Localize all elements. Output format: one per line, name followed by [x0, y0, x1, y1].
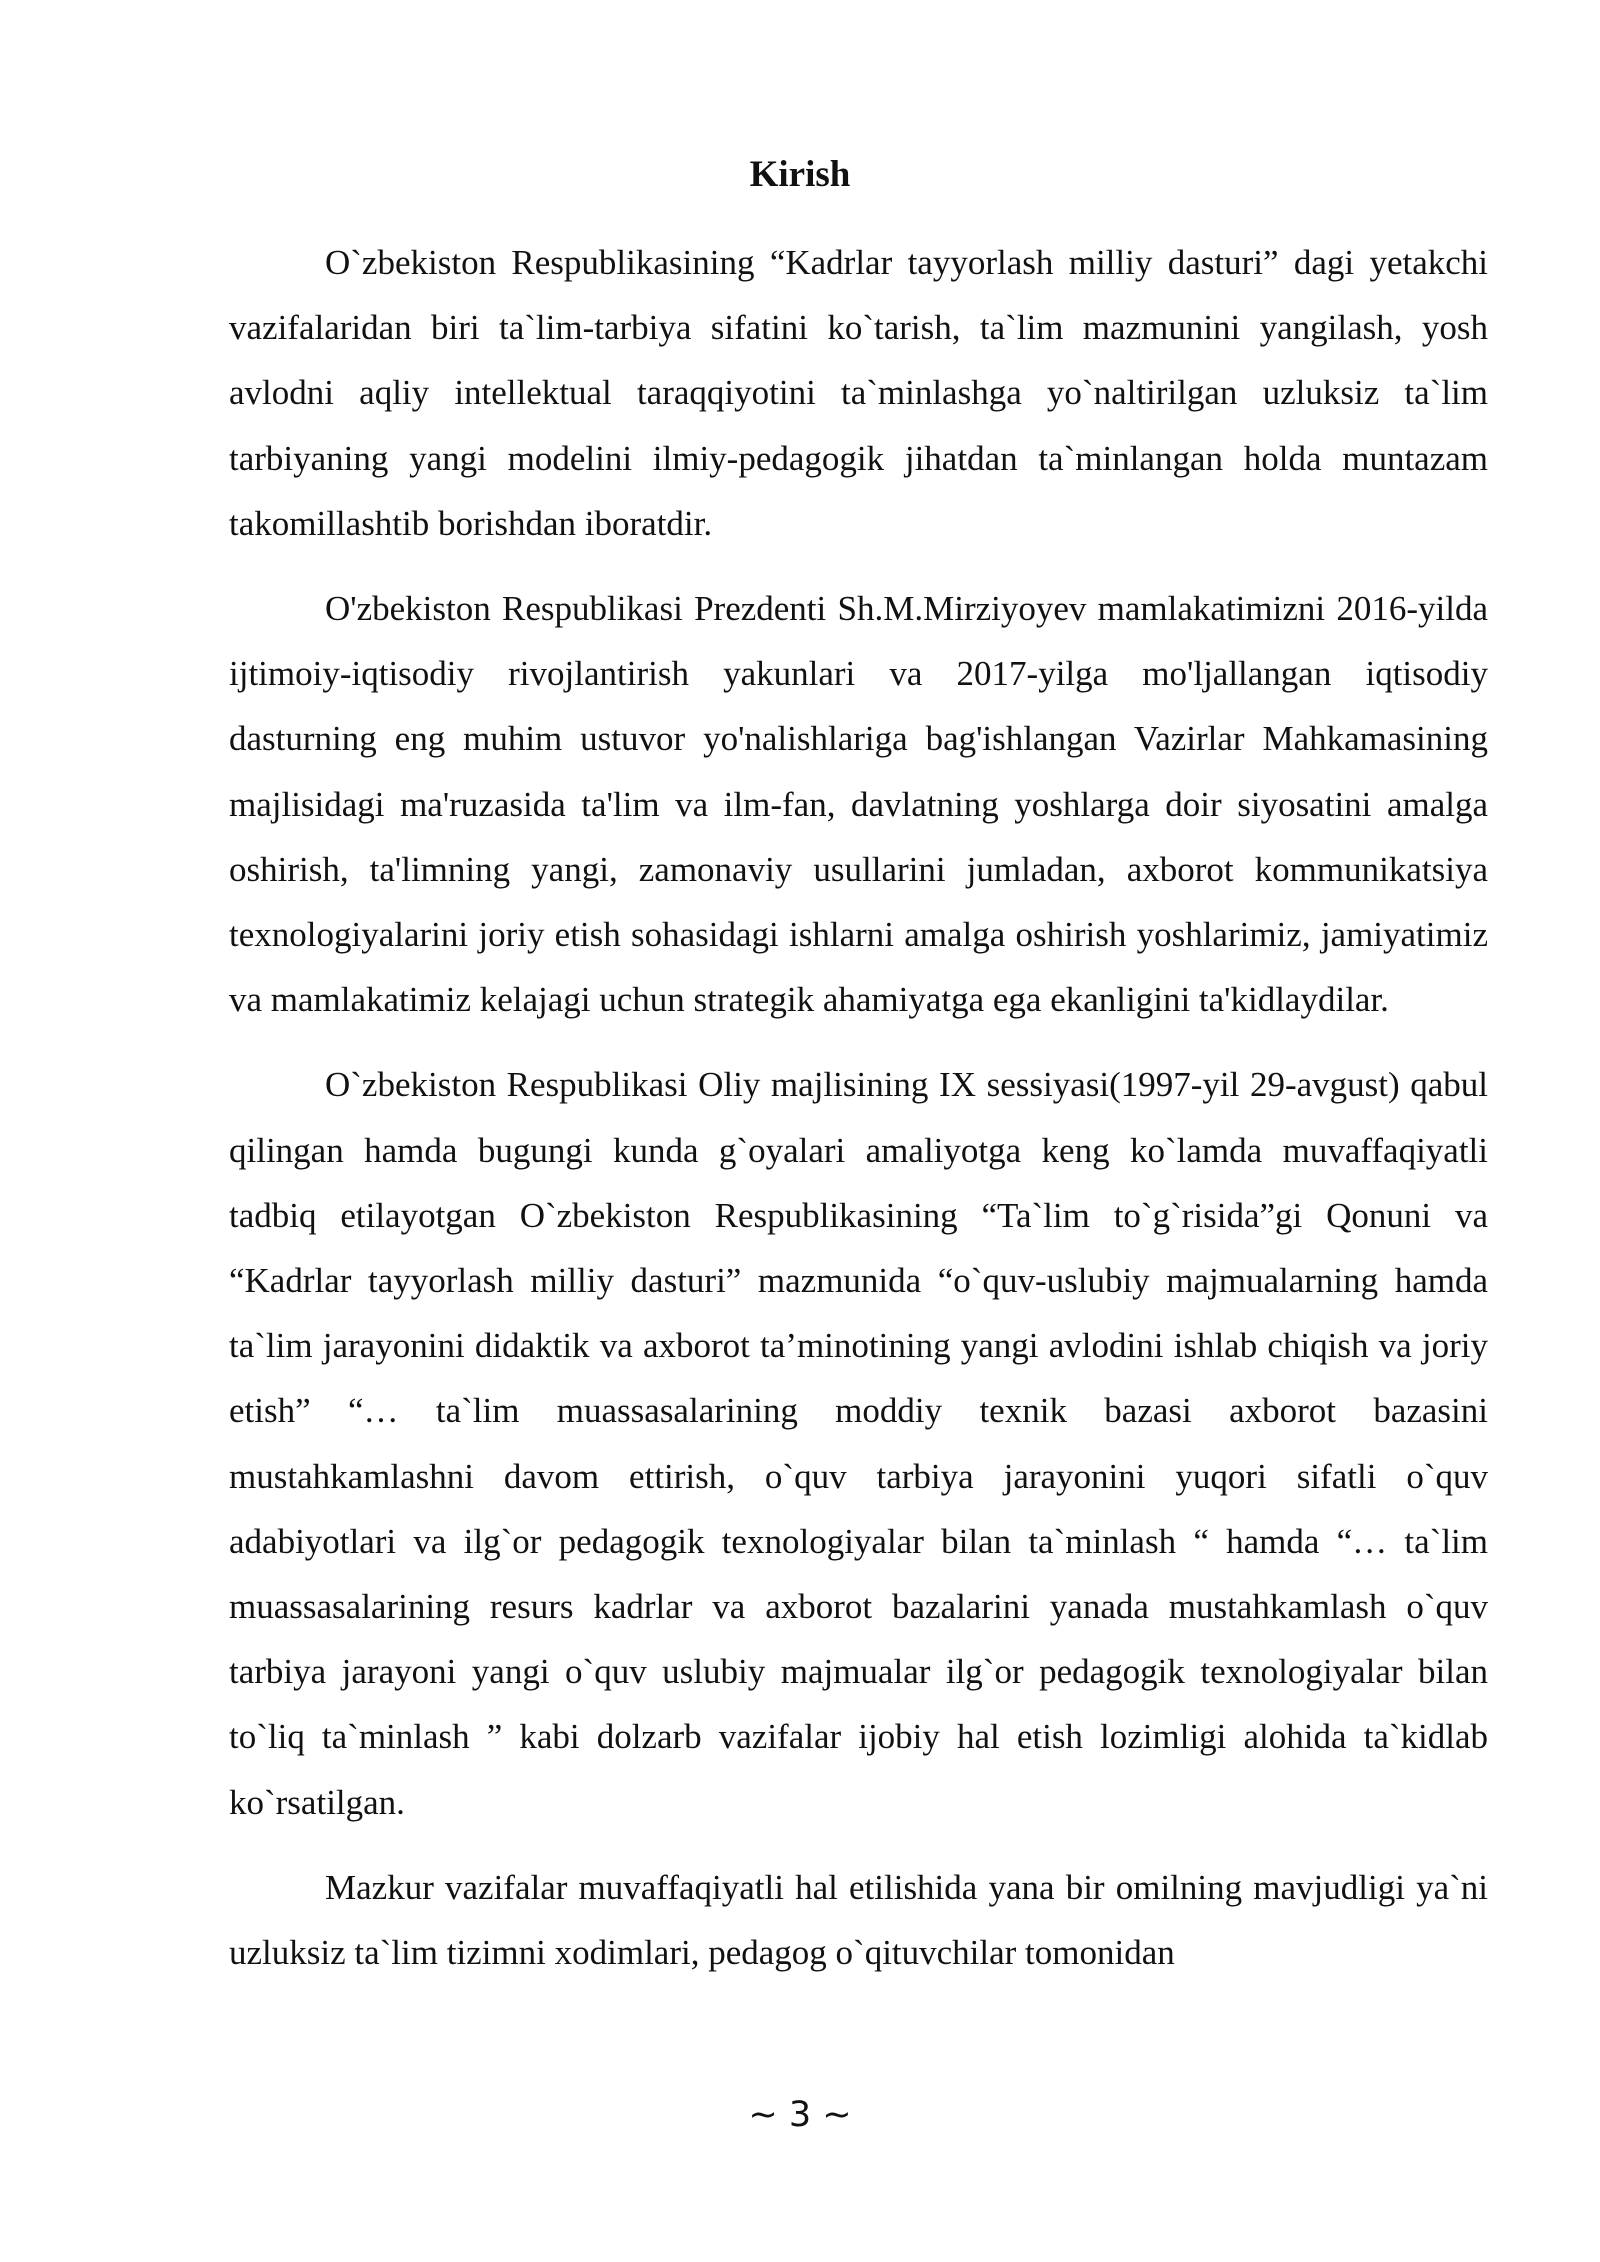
section-heading: Kirish: [749, 154, 851, 195]
page-number: ~ 3 ~: [748, 2095, 852, 2135]
paragraph-2: O'zbekiston Respublikasi Prezdenti Sh.M.Mirziyoyev mamlakatimizni 2016-yilda ijtimoiy-iqtisodiy rivojlantirish yakunlari va 2017-yilga mo'ljallangan iqtisodiy dasturning eng muhim ustuvor yo'nalishlariga bag'ishlangan Vazirlar Mahkamasining majlisidagi ma'ruzasida ta'lim va ilm-fan, davlatning yoshlarga doir siyosatini amalga oshirish, ta'limning yangi, zamonaviy usullarini jumladan, axborot kommunikatsiya texnologiyalarini joriy etish sohasidagi ishlarni amalga oshirish yoshlarimiz, jamiyatimiz va mamlakatimiz kelajagi uchun strategik ahamiyatga ega ekanligini ta'kidlaydilar.: [229, 589, 1488, 1020]
document-body: [229, 230, 1488, 1985]
paragraph-1: O`zbekiston Respublikasining “Kadrlar tayyorlash milliy dasturi” dagi yetakchi vazifalaridan biri ta`lim-tarbiya sifatini ko`tarish, ta`lim mazmunini yangilash, yosh avlodni aqliy intellektual taraqqiyotini ta`minlashga yo`naltirilgan uzluksiz ta`lim tarbiyaning yangi modelini ilmiy-pedagogik jihatdan ta`minlangan holda muntazam takomillashtib borishdan iboratdir.: [229, 243, 1488, 543]
paragraph-4: Mazkur vazifalar muvaffaqiyatli hal etilishida yana bir omilning mavjudligi ya`ni uzluksiz ta`lim tizimni xodimlari, pedagog o`qituvchilar tomonidan: [229, 1867, 1488, 1973]
paragraph-3: O`zbekiston Respublikasi Oliy majlisining IX sessiyasi(1997-yil 29-avgust) qabul qilingan hamda bugungi kunda g`oyalari amaliyotga keng ko`lamda muvaffaqiyatli tadbiq etilayotgan O`zbekiston Respublikasining “Ta`lim to`g`risida”gi Qonuni va “Kadrlar tayyorlash milliy dasturi” mazmunida “o`quv-uslubiy majmualarning hamda ta`lim jarayonini didaktik va axborot ta’minotining yangi avlodini ishlab chiqish va joriy etish” “… ta`lim muassasalarining moddiy texnik bazasi axborot bazasini mustahkamlashni davom ettirish, o`quv tarbiya jarayonini yuqori sifatli o`quv adabiyotlari va ilg`or pedagogik texnologiyalar bilan ta`minlash “ hamda “… ta`lim muassasalarining resurs kadrlar va axborot bazalarini yanada mustahkamlash o`quv tarbiya jarayoni yangi o`quv uslubiy majmualar ilg`or pedagogik texnologiyalar bilan to`liq ta`minlash ” kabi dolzarb vazifalar ijobiy hal etish lozimligi alohida ta`kidlab ko`rsatilgan.: [229, 1065, 1488, 1822]
